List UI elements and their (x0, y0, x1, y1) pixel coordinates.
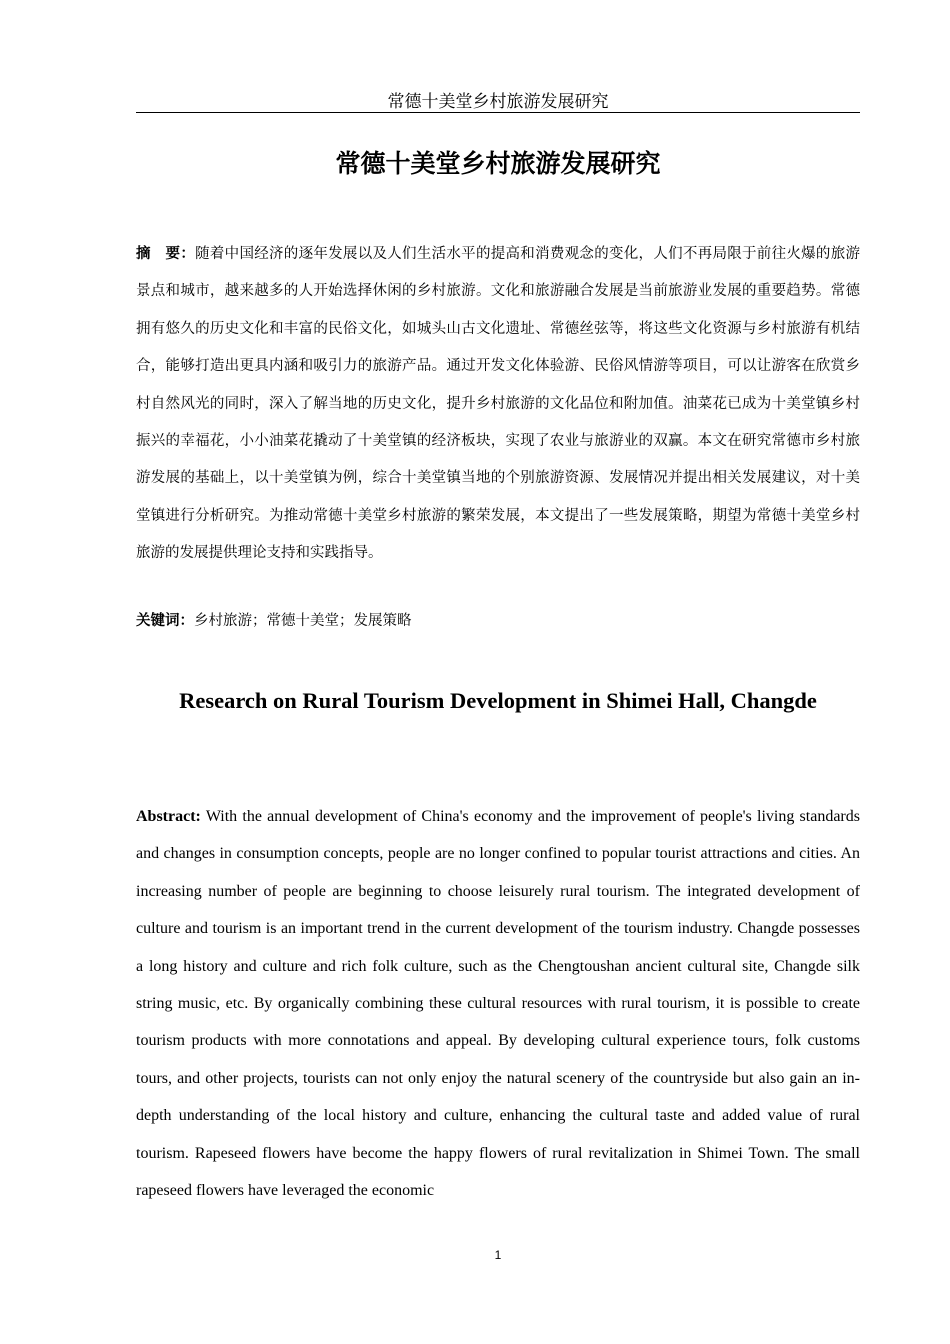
page-number: 1 (494, 1248, 502, 1262)
chinese-keywords (136, 608, 860, 634)
chinese-abstract-label: 摘 要： (136, 246, 196, 262)
chinese-title: 常德十美堂乡村旅游发展研究 (335, 149, 661, 178)
english-abstract-label: Abstract: (136, 808, 201, 825)
chinese-abstract-text: 随着中国经济的逐年发展以及人们生活水平的提高和消费观念的变化，人们不再局限于前往火爆的旅游景点和城市，越来越多的人开始选择休闲的乡村旅游。文化和旅游融合发展是当前旅游业发展的重要趋势。常德拥有悠久的历史文化和丰富的民俗文化，如城头山古文化遗址、常德丝弦等，将这些文化资源与乡村旅游有机结合，能够打造出更具内涵和吸引力的旅游产品。通过开发文化体验游、民俗风情游等项目，可以让游客在欣赏乡村自然风光的同时，深入了解当地的历史文化，提升乡村旅游的文化品位和附加值。油菜花已成为十美堂镇乡村振兴的幸福花，小小油菜花撬动了十美堂镇的经济板块，实现了农业与旅游业的双赢。本文在研究常德市乡村旅游发展的基础上，以十美堂镇为例，综合十美堂镇当地的个别旅游资源、发展情况并提出相关发展建议，对十美堂镇进行分析研究。为推动常德十美堂乡村旅游的繁荣发展，本文提出了一些发展策略，期望为常德十美堂乡村旅游的发展提供理论支持和实践指导。 (136, 246, 860, 562)
header-divider (136, 112, 860, 113)
english-title: Research on Rural Tourism Development in Shimei Hall, Changde (179, 688, 817, 713)
english-abstract-text: With the annual development of China's economy and the improvement of people's living standards and changes in consumption concepts, people are no longer confined to popular tourist attractions and cities. An increasing number of people are beginning to choose leisurely rural tourism. The integrated development of culture and tourism is an important trend in the current development of the tourism industry. Changde possesses a long history and culture and rich folk culture, such as the Chengtoushan ancient cultural site, Changde silk string music, etc. By organically combining these cultural resources with rural tourism, it is possible to create tourism products with more connotations and appeal. By developing cultural experience tours, folk customs tours, and other projects, tourists can not only enjoy the natural scenery of the countryside but also gain an in-depth understanding of the local history and culture, enhancing the cultural taste and added value of rural tourism. Rapeseed flowers have become the happy flowers of rural revitalization in Shimei Town. The small rapeseed flowers have leveraged the economic (136, 808, 860, 1200)
chinese-keywords-text: 乡村旅游；常德十美堂；发展策略 (194, 613, 412, 629)
chinese-abstract (136, 236, 860, 573)
running-header: 常德十美堂乡村旅游发展研究 (387, 92, 609, 112)
chinese-keywords-label: 关键词： (136, 613, 194, 629)
english-abstract (136, 798, 860, 1209)
